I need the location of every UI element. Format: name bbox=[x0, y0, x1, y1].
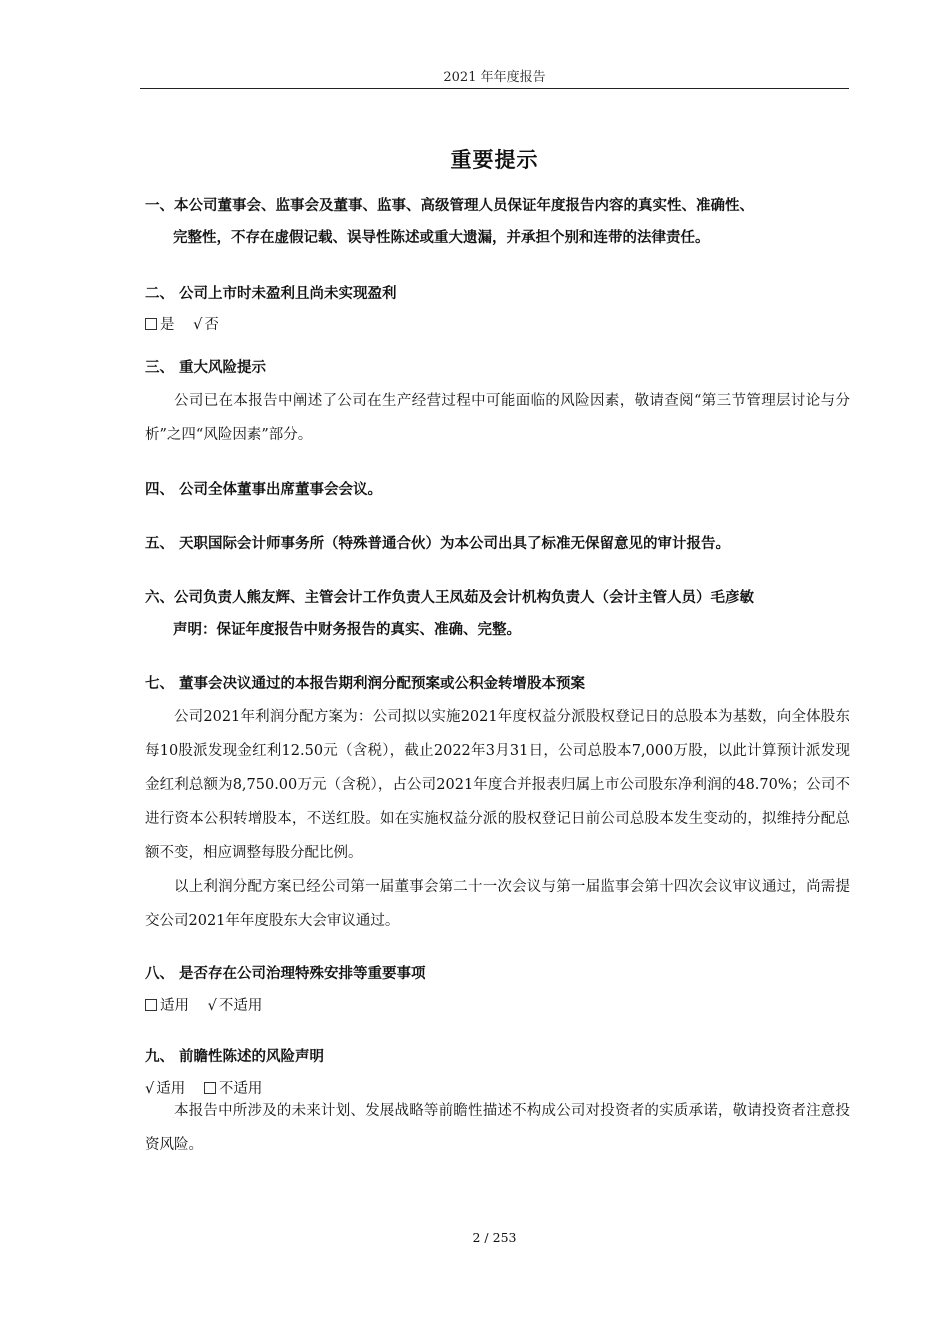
section-8-heading: 八、 是否存在公司治理特殊安排等重要事项 bbox=[145, 966, 426, 982]
section-3-heading: 三、 重大风险提示 bbox=[145, 360, 267, 376]
section-1 bbox=[145, 190, 850, 254]
option-applicable-label: 适用 bbox=[160, 998, 189, 1014]
section-8-options bbox=[145, 991, 850, 1021]
option-yes-label: 是 bbox=[160, 317, 175, 333]
section-6-line1: 六、公司负责人熊友辉、主管会计工作负责人王凤茹及会计机构负责人（会计主管人员）毛彦敏 bbox=[145, 590, 754, 606]
checkmark-icon: √ bbox=[193, 317, 203, 333]
running-header: 2021 年年度报告 bbox=[443, 70, 546, 85]
checkmark-icon: √ bbox=[207, 998, 217, 1014]
checkmark-icon: √ bbox=[145, 1081, 155, 1097]
section-9-body bbox=[145, 1094, 850, 1162]
page-number: 2 / 253 bbox=[472, 1230, 517, 1245]
section-3-paragraph: 公司已在本报告中阐述了公司在生产经营过程中可能面临的风险因素，敬请查阅“第三节管理层讨论与分析”之四“风险因素”部分。 bbox=[145, 393, 850, 443]
section-5-heading: 五、 天职国际会计师事务所（特殊普通合伙）为本公司出具了标准无保留意见的审计报告。 bbox=[145, 536, 731, 552]
section-7-paragraph-1: 公司2021年利润分配方案为：公司拟以实施2021年度权益分派股权登记日的总股本为基数，向全体股东每10股派发现金红利12.50元（含税），截止2022年3月31日，公司总股本7,000万股，以此计算预计派发现金红利总额为8,750.00万元（含税），占公司2021年度合并报表归属上市公司股东净利润的48.70%；公司不进行资本公积转增股本，不送红股。如在实施权益分派的股权登记日前公司总股本发生变动的，拟维持分配总额不变，相应调整每股分配比例。 bbox=[145, 709, 850, 861]
section-3-body bbox=[145, 384, 850, 452]
header-divider bbox=[140, 88, 849, 89]
section-4-heading: 四、 公司全体董事出席董事会会议。 bbox=[145, 482, 383, 498]
section-1-line1: 一、本公司董事会、监事会及董事、监事、高级管理人员保证年度报告内容的真实性、准确性、 bbox=[145, 198, 754, 214]
section-6 bbox=[145, 582, 850, 646]
section-7-body bbox=[145, 700, 850, 938]
section-7-paragraph-2: 以上利润分配方案已经公司第一届董事会第二十一次会议与第一届监事会第十四次会议审议通过，尚需提交公司2021年年度股东大会审议通过。 bbox=[145, 879, 850, 929]
section-9-paragraph: 本报告中所涉及的未来计划、发展战略等前瞻性描述不构成公司对投资者的实质承诺，敬请投资者注意投资风险。 bbox=[145, 1103, 850, 1153]
option-no-label: 否 bbox=[204, 317, 219, 333]
checkbox-empty-icon bbox=[204, 1082, 216, 1094]
section-7-heading: 七、 董事会决议通过的本报告期利润分配预案或公积金转增股本预案 bbox=[145, 676, 586, 692]
section-9-heading: 九、 前瞻性陈述的风险声明 bbox=[145, 1049, 325, 1065]
section-2-options bbox=[145, 310, 850, 340]
page-title: 重要提示 bbox=[450, 148, 539, 172]
option-not-applicable-label: 不适用 bbox=[218, 1081, 263, 1097]
section-2-heading: 二、 公司上市时未盈利且尚未实现盈利 bbox=[145, 286, 397, 302]
option-not-applicable-label: 不适用 bbox=[218, 998, 263, 1014]
section-1-line2: 完整性，不存在虚假记载、误导性陈述或重大遗漏，并承担个别和连带的法律责任。 bbox=[173, 230, 710, 246]
section-6-line2: 声明：保证年度报告中财务报告的真实、准确、完整。 bbox=[173, 622, 521, 638]
option-applicable-label: 适用 bbox=[156, 1081, 186, 1097]
checkbox-empty-icon bbox=[145, 318, 157, 330]
checkbox-empty-icon bbox=[145, 999, 157, 1011]
